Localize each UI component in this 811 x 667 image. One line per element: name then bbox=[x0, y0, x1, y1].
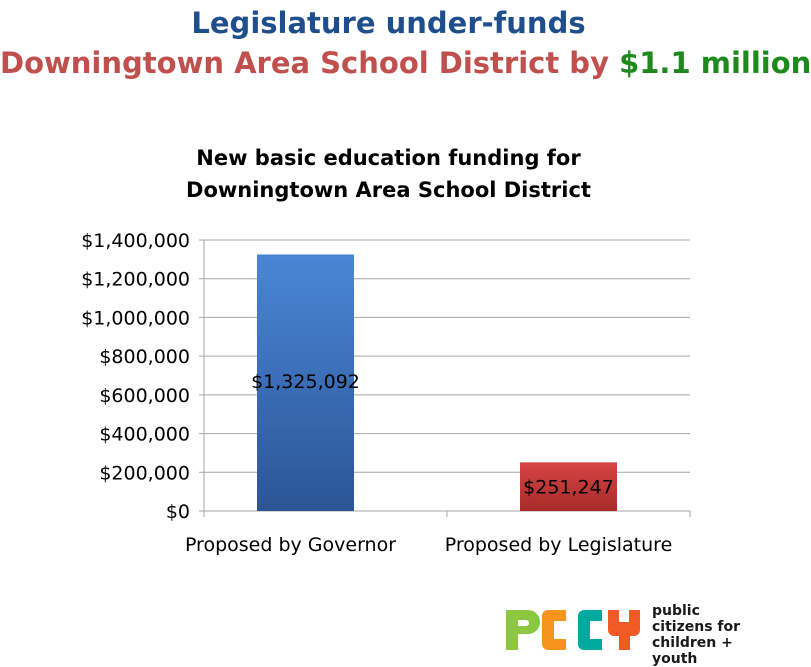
x-category-label: Proposed by Legislature bbox=[444, 534, 673, 556]
pccy-logo-text bbox=[652, 603, 777, 667]
headline-amount: $1.1 million bbox=[619, 46, 811, 80]
data-label: $251,247 bbox=[523, 476, 614, 499]
y-tick-label: $800,000 bbox=[99, 346, 190, 369]
pccy-logo bbox=[500, 604, 650, 656]
y-tick-label: $1,400,000 bbox=[81, 230, 190, 252]
y-tick-label: $600,000 bbox=[99, 384, 190, 407]
chart-title-line2: Downingtown Area School District bbox=[186, 178, 591, 202]
y-tick-label: $1,200,000 bbox=[81, 268, 190, 291]
y-tick-label: $400,000 bbox=[99, 423, 190, 446]
x-category-label: Proposed by Governor bbox=[184, 534, 397, 556]
y-tick-label: $1,000,000 bbox=[81, 307, 190, 330]
headline-line1: Legislature under-funds bbox=[191, 6, 586, 40]
chart-title-line1: New basic education funding for bbox=[196, 146, 581, 170]
logo-text-line1: public bbox=[652, 603, 700, 619]
y-tick-label: $200,000 bbox=[99, 462, 190, 485]
logo-text-line2: citizens for bbox=[652, 619, 741, 635]
y-tick-label: $0 bbox=[165, 501, 190, 523]
headline-line2-prefix: Downingtown Area School District by bbox=[0, 46, 620, 80]
data-label: $1,325,092 bbox=[251, 370, 360, 393]
logo-text-line3: children + youth bbox=[652, 635, 733, 667]
